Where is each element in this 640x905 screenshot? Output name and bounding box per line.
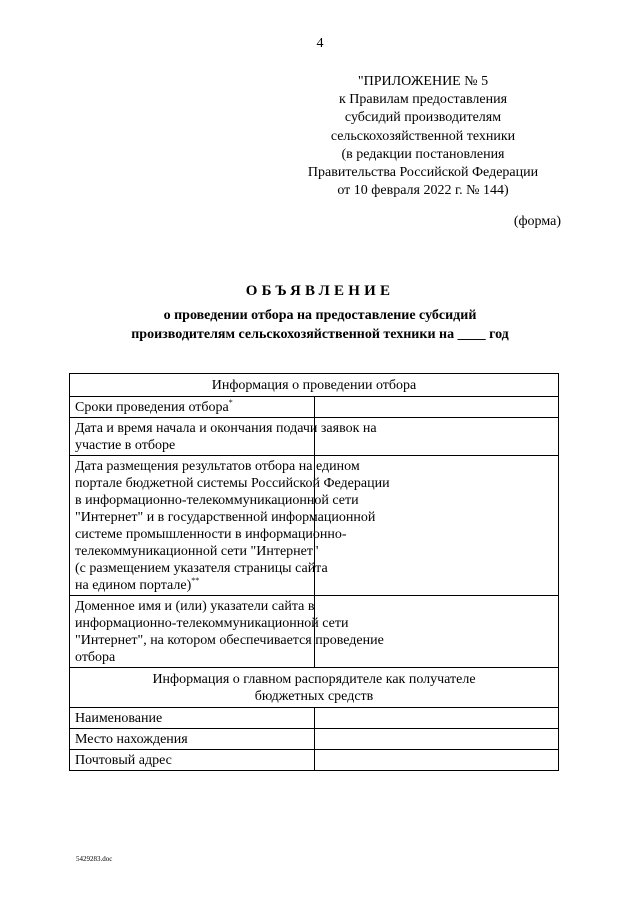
table-row bbox=[70, 456, 559, 596]
appendix-line: сельскохозяйственной техники bbox=[330, 128, 516, 144]
page-number: 4 bbox=[316, 36, 324, 51]
appendix-line: "ПРИЛОЖЕНИЕ № 5 bbox=[357, 74, 489, 89]
footnote-mark: ** bbox=[191, 576, 200, 585]
row-value-cell bbox=[314, 596, 559, 668]
row-label-postal-address: Почтовый адрес bbox=[70, 750, 315, 771]
row-label-selection-period: Сроки проведения отбора* bbox=[70, 397, 315, 418]
footnote-mark: * bbox=[228, 398, 233, 407]
row-label-application-dates: Дата и время начала и окончания подачи заявок на участие в отборе bbox=[70, 418, 315, 456]
row-value-cell bbox=[314, 397, 559, 418]
section-header-selection-info: Информация о проведении отбора bbox=[70, 374, 559, 397]
table-section-row bbox=[70, 374, 559, 397]
file-reference: 5429283.doc bbox=[76, 855, 113, 863]
table-section-row bbox=[70, 668, 559, 708]
row-label-results-publication: Дата размещения результатов отбора на едином портале бюджетной системы Российской Федерации в информационно-телекоммуникационной сети "Интернет" и в государственной информационной системе промышленности в информационно- телекоммуникационной сети "Интернет" (с размещением указателя страницы сайта на едином портале)** bbox=[70, 456, 315, 596]
document-title: ОБЪЯВЛЕНИЕ bbox=[245, 283, 395, 299]
row-label-location: Место нахождения bbox=[70, 729, 315, 750]
row-value-cell bbox=[314, 708, 559, 729]
table-row bbox=[70, 418, 559, 456]
table-row bbox=[70, 708, 559, 729]
row-label-domain-name: Доменное имя и (или) указатели сайта в информационно-телекоммуникационной сети "Интернет", на котором обеспечивается проведение отбора bbox=[70, 596, 315, 668]
table-row bbox=[70, 397, 559, 418]
subtitle-line: производителям сельскохозяйственной техники на ____ год bbox=[131, 327, 509, 342]
subtitle-line: о проведении отбора на предоставление субсидий bbox=[163, 308, 477, 323]
appendix-header bbox=[288, 73, 558, 200]
document-subtitle bbox=[0, 306, 640, 344]
announcement-table bbox=[69, 373, 559, 771]
table-row bbox=[70, 596, 559, 668]
table-row bbox=[70, 729, 559, 750]
appendix-line: от 10 февраля 2022 г. № 144) bbox=[337, 183, 509, 199]
section-header-main-manager: Информация о главном распорядителе как получателе бюджетных средств bbox=[70, 668, 559, 708]
appendix-line: к Правилам предоставления bbox=[338, 92, 508, 108]
appendix-line: субсидий производителям bbox=[344, 110, 502, 126]
row-label-name: Наименование bbox=[70, 708, 315, 729]
appendix-line: Правительства Российской Федерации bbox=[307, 165, 539, 181]
row-value-cell bbox=[314, 729, 559, 750]
table-row bbox=[70, 750, 559, 771]
row-value-cell bbox=[314, 750, 559, 771]
appendix-line: (в редакции постановления bbox=[341, 146, 505, 162]
form-note: (форма) bbox=[513, 214, 561, 229]
